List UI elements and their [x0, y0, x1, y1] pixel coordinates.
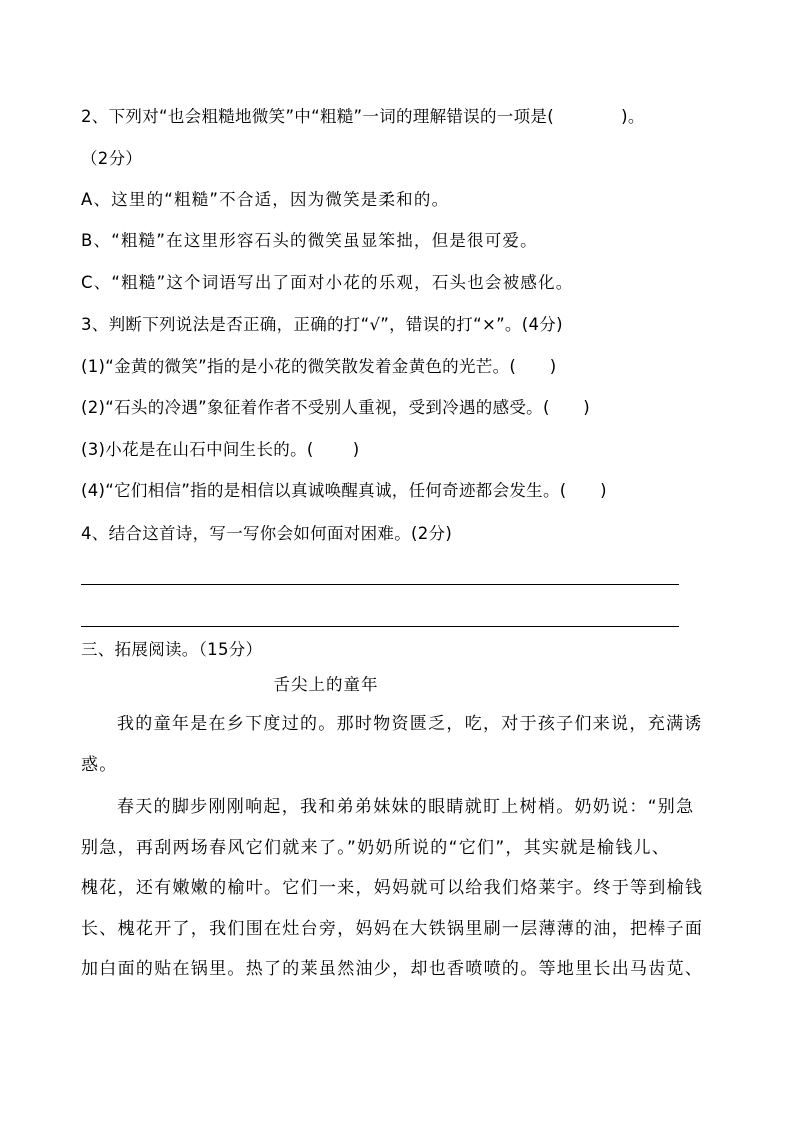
question-2-line-1: 2、下列对“也会粗糙地微笑”中“粗糙”一词的理解错误的一项是( )。	[81, 107, 645, 126]
section-3-heading: 三、拓展阅读。（15分）	[81, 640, 263, 659]
question-3-item-4: (4)“它们相信”指的是相信以真诚唤醒真诚，任何奇迹都会发生。( )	[81, 481, 607, 500]
question-2-option-b: B、“粗糙”在这里形容石头的微笑虽显笨拙，但是很可爱。	[81, 231, 538, 250]
answer-line[interactable]	[81, 584, 679, 585]
question-3-item-1: (1)“金黄的微笑”指的是小花的微笑散发着金黄色的光芒。( )	[81, 357, 557, 376]
paragraph-line: 惑。	[81, 754, 118, 775]
paragraph-line: 别急，再刮两场春风它们就来了。”奶奶所说的“它们”，其实就是榆钱儿、	[81, 837, 671, 858]
question-2-option-a: A、这里的“粗糙”不合适，因为微笑是柔和的。	[81, 190, 450, 209]
question-3-title: 3、判断下列说法是否正确，正确的打“√”，错误的打“×”。(4分)	[81, 315, 563, 334]
paragraph-line: 春天的脚步刚刚响起，我和弟弟妹妹的眼睛就盯上树梢。奶奶说：“别急	[117, 797, 695, 817]
question-3-item-3: (3)小花是在山石中间生长的。( )	[81, 440, 360, 459]
article-paragraph-2	[81, 787, 721, 990]
paragraph-line: 槐花，还有嫩嫩的榆叶。它们一来，妈妈就可以给我们烙莱宇。终于等到榆钱	[81, 878, 704, 898]
article-title: 舌尖上的童年	[273, 675, 379, 694]
question-2-option-c: C、“粗糙”这个词语写出了面对小花的乐观，石头也会被感化。	[81, 273, 574, 292]
question-3-item-2: (2)“石头的冷遇”象征着作者不受别人重视，受到冷遇的感受。( )	[81, 398, 591, 417]
paragraph-line: 长、槐花开了，我们围在灶台旁，妈妈在大铁锅里刷一层薄薄的油，把棒子面	[81, 918, 704, 939]
article-paragraph-1	[81, 704, 721, 785]
paragraph-line: 我的童年是在乡下度过的。那时物资匮乏，吃，对于孩子们来说，充满诱	[117, 714, 703, 734]
answer-line[interactable]	[81, 626, 679, 627]
question-4-title: 4、结合这首诗，写一写你会如何面对困难。(2分)	[81, 524, 453, 543]
question-2-points: （2分）	[81, 149, 143, 168]
paragraph-line: 加白面的贴在锅里。热了的莱虽然油少，却也香喷喷的。等地里长出马齿苋、	[81, 959, 704, 979]
